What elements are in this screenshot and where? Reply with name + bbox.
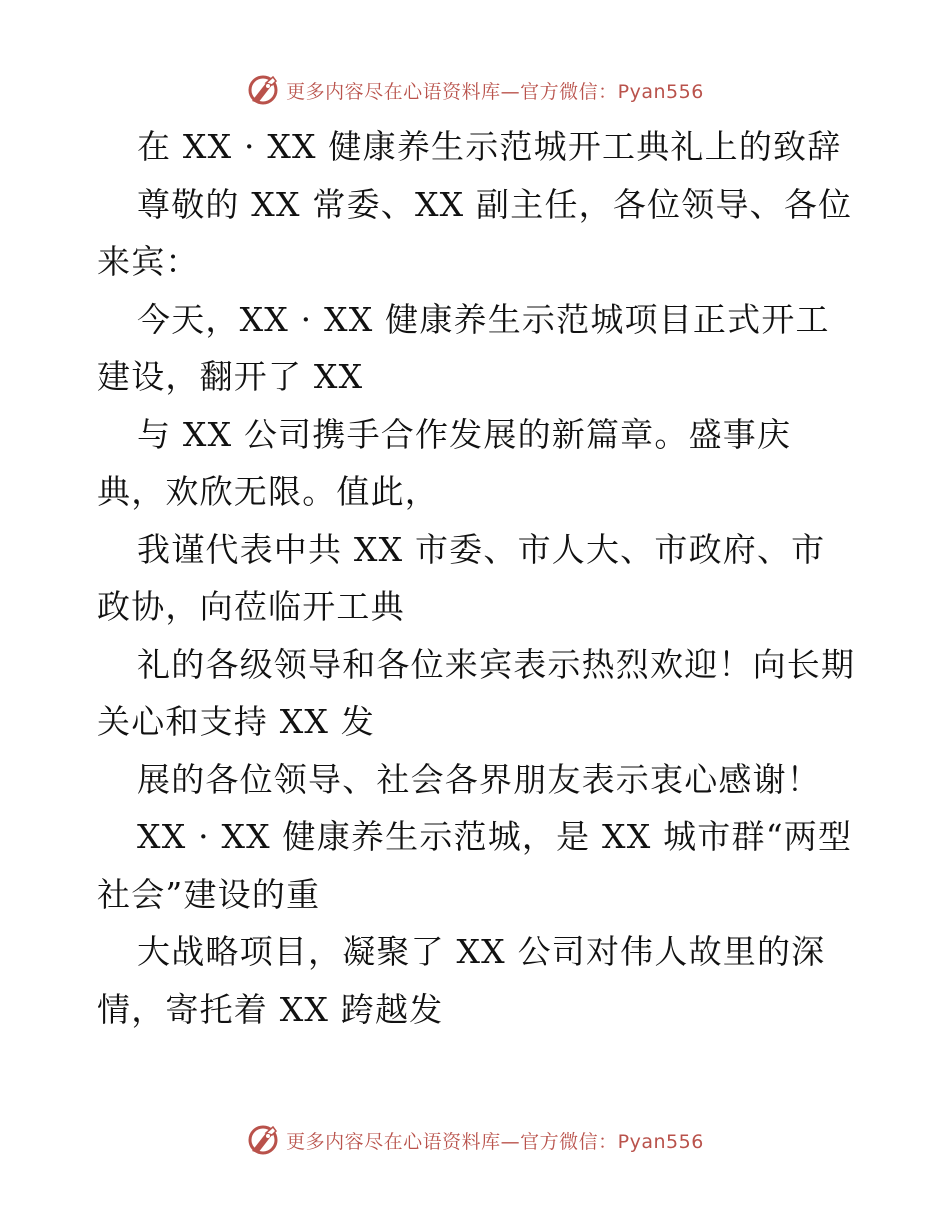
speech-title: 在 XX · XX 健康养生示范城开工典礼上的致辞 [137, 127, 842, 166]
document-body [97, 118, 857, 1038]
footer-watermark [0, 1120, 950, 1160]
watermark-text: 更多内容尽在心语资料库—官方微信：Pyan556 [286, 80, 704, 103]
header-watermark [0, 70, 950, 110]
pen-logo-icon [246, 73, 280, 107]
salutation-paragraph: 尊敬的 XX 常委、XX 副主任，各位领导、各位来宾： [97, 184, 853, 281]
body-paragraph: 今天，XX · XX 健康养生示范城项目正式开工建设，翻开了 XX [97, 299, 830, 396]
body-paragraph: 我谨代表中共 XX 市委、市人大、市政府、市政协，向莅临开工典 [97, 529, 826, 626]
body-paragraph: XX · XX 健康养生示范城，是 XX 城市群“两型社会”建设的重 [97, 817, 853, 914]
body-paragraph: 展的各位领导、社会各界朋友表示衷心感谢！ [137, 759, 821, 799]
pen-logo-icon [246, 1123, 280, 1157]
watermark-text: 更多内容尽在心语资料库—官方微信：Pyan556 [286, 1130, 704, 1153]
body-paragraph: 大战略项目，凝聚了 XX 公司对伟人故里的深情，寄托着 XX 跨越发 [97, 932, 826, 1029]
body-paragraph: 礼的各级领导和各位来宾表示热烈欢迎！向长期关心和支持 XX 发 [97, 644, 856, 741]
body-paragraph: 与 XX 公司携手合作发展的新篇章。盛事庆典，欢欣无限。值此， [97, 414, 792, 511]
